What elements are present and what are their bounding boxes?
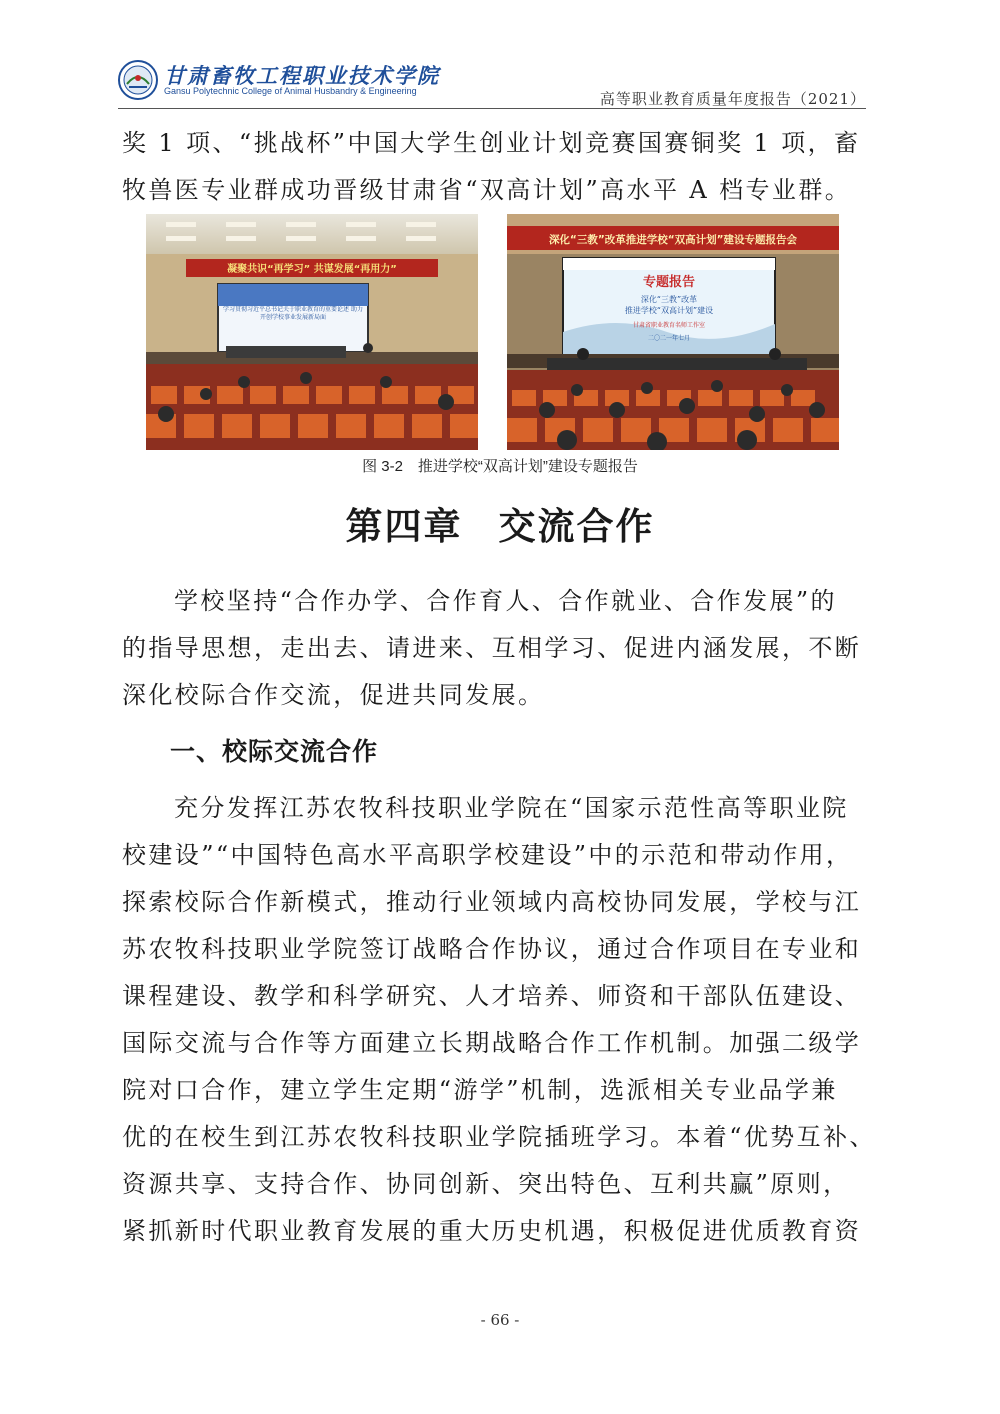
- page-number: - 66 -: [480, 1311, 520, 1329]
- screen-line-3: 甘肃省职业教育名师工作室: [632, 322, 706, 329]
- text-line: 优的在校生到江苏农牧科技职业学院插班学习。本着“优势互补、: [122, 1123, 876, 1151]
- section-heading: 一、校际交流合作: [170, 737, 379, 766]
- text-line: 苏农牧科技职业学院签订战略合作协议，通过合作项目在专业和: [122, 935, 862, 963]
- banner-text-left: 凝聚共识“再学习” 共谋发展“再用力”: [227, 264, 397, 275]
- meeting-photo-left: [146, 214, 478, 450]
- banner-text-right: 深化“三教”改革推进学校“双高计划”建设专题报告会: [548, 234, 798, 246]
- text-line: 的指导思想，走出去、请进来、互相学习、促进内涵发展，不断: [122, 634, 862, 662]
- chapter-number: 第四章: [345, 504, 463, 548]
- text-line: 资源共享、支持合作、协同创新、突出特色、互利共赢”原则，: [122, 1170, 850, 1198]
- text-line: 课程建设、教学和科学研究、人才培养、师资和干部队伍建设、: [122, 982, 862, 1010]
- text-line: 学校坚持“合作办学、合作育人、合作就业、合作发展”的: [174, 587, 837, 615]
- college-name-cn: 甘肃畜牧工程职业技术学院: [164, 63, 440, 88]
- chapter-title: 交流合作: [498, 504, 655, 548]
- screen-text-left: 学习贯彻习近平总书记关于职业教育的重要论述 助力开创学校事业发展新局面: [223, 306, 363, 321]
- page-header: [118, 58, 866, 110]
- report-title: 高等职业教育质量年度报告（2021）: [599, 90, 866, 108]
- text-line: 国际交流与合作等方面建立长期战略合作工作机制。加强二级学: [122, 1029, 862, 1057]
- screen-title-right: 专题报告: [642, 275, 696, 290]
- section-body-paragraph: [122, 785, 876, 1255]
- chapter-heading: [0, 496, 1000, 550]
- screen-line-2: 推进学校“双高计划”建设: [624, 306, 714, 315]
- text-line: 深化校际合作交流，促进共同发展。: [122, 681, 545, 709]
- text-line: 充分发挥江苏农牧科技职业学院在“国家示范性高等职业院: [174, 794, 849, 822]
- text-line: 紧抓新时代职业教育发展的重大历史机遇，积极促进优质教育资: [122, 1217, 862, 1245]
- header-divider: [118, 108, 866, 109]
- chapter-intro-paragraph: [122, 578, 866, 719]
- text-line: 校建设”“中国特色高水平高职学校建设”中的示范和带动作用，: [122, 841, 853, 869]
- meeting-photo-right: [507, 214, 839, 450]
- screen-line-1: 深化“三教”改革: [640, 295, 698, 304]
- college-name-en: Gansu Polytechnic College of Animal Husbandry & Engineering: [164, 86, 417, 96]
- text-line: 院对口合作，建立学生定期“游学”机制，选派相关专业品学兼: [122, 1076, 838, 1104]
- figure-caption: 图 3-2 推进学校“双高计划”建设专题报告: [362, 458, 638, 475]
- text-line: 探索校际合作新模式，推动行业领域内高校协同发展，学校与江: [122, 888, 862, 916]
- intro-paragraph: [122, 120, 866, 214]
- screen-line-4: 二〇二一年七月: [647, 335, 691, 342]
- meeting-hall-illustration: [146, 214, 478, 450]
- report-hall-illustration: [507, 214, 839, 450]
- college-seal-icon: [118, 60, 158, 100]
- text-line: 牧兽医专业群成功晋级甘肃省“双高计划”高水平 A 档专业群。: [122, 176, 852, 204]
- text-line: 奖 1 项、“挑战杯”中国大学生创业计划竞赛国赛铜奖 1 项，畜: [122, 129, 861, 157]
